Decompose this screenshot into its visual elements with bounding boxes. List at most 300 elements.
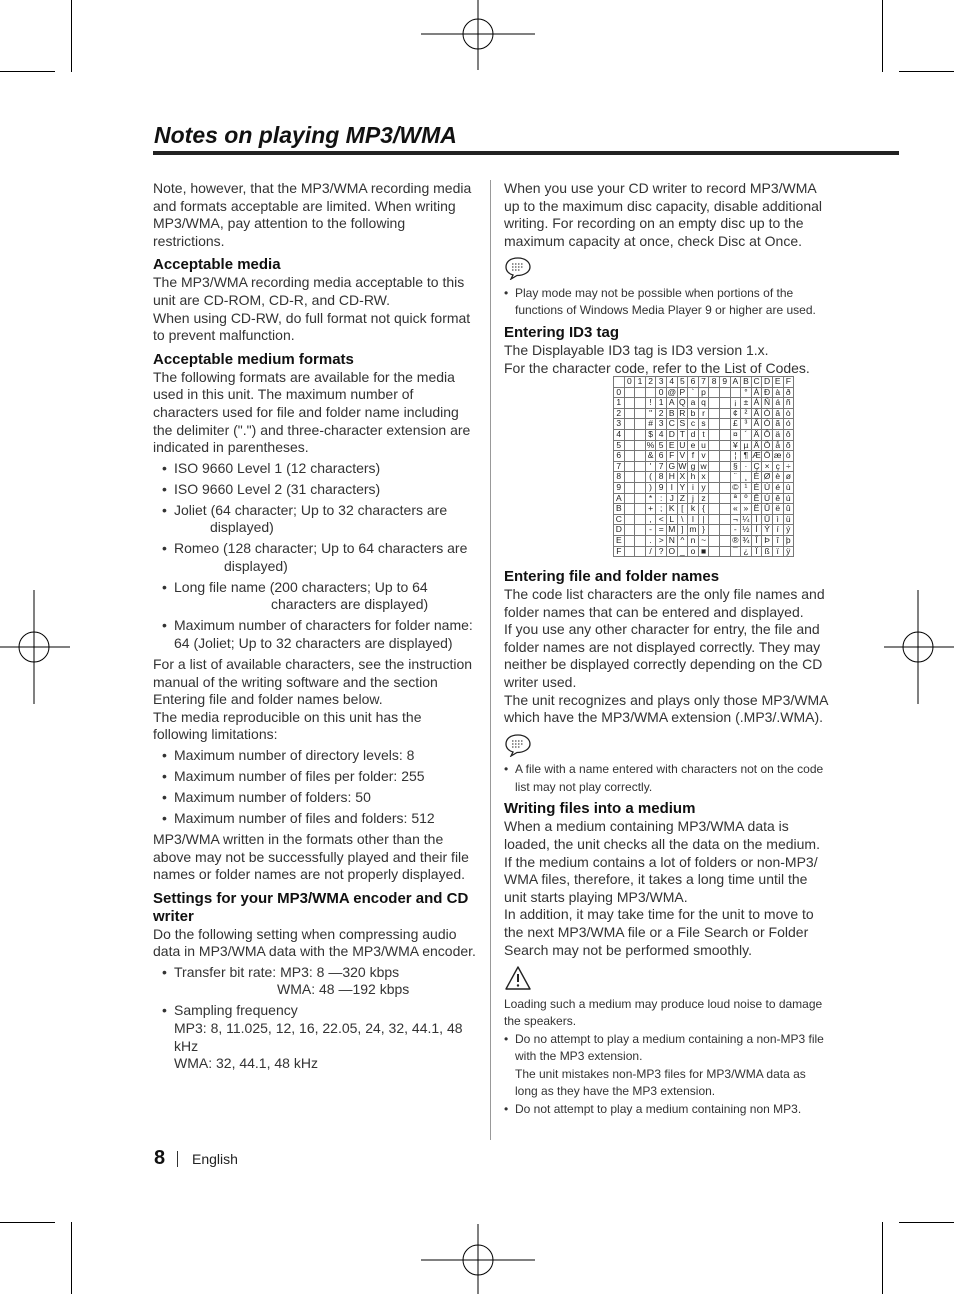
table-cell: D [666,429,677,440]
table-cell: ¿ [741,546,752,557]
table-cell: È [751,472,762,483]
table-cell: ê [772,493,783,504]
table-cell [709,429,720,440]
table-cell [635,514,646,525]
table-cell: ¥ [730,440,741,451]
table-cell: n [688,535,699,546]
footer-language: English [192,1151,238,1167]
table-cell: # [645,419,656,430]
table-cell: Ê [751,493,762,504]
limitations-text: The media reproducible on this unit has the following limitations: [153,708,422,743]
table-cell: õ [783,440,794,451]
id3-heading: Entering ID3 tag [504,323,620,341]
page-number: 8 [154,1147,166,1169]
table-cell [624,398,635,409]
table-cell: Ï [751,546,762,557]
table-cell [635,535,646,546]
table-cell: ã [772,419,783,430]
writing-text: When a medium containing MP3/WMA data is loaded, the unit checks all the data on the medium. If the medium contains a lot of folders or non-MP3/ WMA files, therefore, it takes a long time until the unit starts playing MP3/WMA. [504,818,820,905]
warning-item: • Do not attempt to play a medium containing non MP3. [504,1101,830,1119]
table-cell: Ó [763,418,771,429]
table-cell: o [688,546,699,557]
table-cell [719,440,730,451]
table-cell [719,535,730,546]
table-cell [719,461,730,472]
table-corner [614,377,625,388]
table-cell: Q [679,397,686,408]
table-cell: Ë [751,504,762,515]
column-header: B [741,377,752,388]
table-cell [635,504,646,515]
table-cell: E [666,440,677,451]
table-cell: z [698,493,709,504]
table-cell [624,525,635,536]
table-cell: » [741,504,752,515]
encoder-list [153,964,479,1073]
table-row [614,451,794,462]
row-header: C [614,514,625,525]
table-cell [719,398,730,409]
crop-mark [71,0,72,72]
formats-list [153,460,479,653]
table-cell: j [688,493,699,504]
table-cell [709,461,720,472]
table-cell: Ü [762,514,773,525]
crop-mark [899,1222,954,1223]
table-cell [719,514,730,525]
table-cell: ä [772,429,783,440]
table-cell: T [677,429,688,440]
table-row [614,504,794,515]
table-cell: & [645,451,656,462]
table-cell: x [698,472,709,483]
table-row [614,429,794,440]
table-cell: v [698,451,709,462]
table-cell [635,546,646,557]
table-cell: e [688,440,699,451]
table-cell [719,408,730,419]
column-header: C [751,377,762,388]
table-cell: £ [730,419,741,430]
table-cell: ° [741,387,752,398]
table-cell: ¬ [730,514,741,525]
table-cell: 5 [656,440,667,451]
table-cell: Á [751,398,762,409]
table-row [614,514,794,525]
table-cell [709,493,720,504]
table-cell: Ç [751,461,762,472]
table-row [614,408,794,419]
table-cell: - [730,525,741,536]
crop-mark [0,71,55,72]
table-cell: w [698,461,709,472]
table-cell: Ì [751,514,762,525]
table-cell [719,493,730,504]
other-formats-text: MP3/WMA written in the formats other than the above may not be successfully played and their file names or folder names are not properly displayed. [153,830,469,883]
table-cell: U [677,440,688,451]
table-cell: J [666,493,677,504]
note-icon [504,733,532,757]
table-cell: p [698,387,709,398]
table-cell: k [688,504,699,515]
table-cell: Z [677,493,688,504]
table-cell: m [689,524,697,535]
table-cell: Å [751,440,762,451]
table-cell [624,408,635,419]
acceptable-media-heading: Acceptable media [153,256,281,274]
table-cell: Î [751,535,762,546]
table-cell [709,472,720,483]
table-cell: l [688,514,699,525]
table-cell: % [646,439,655,450]
table-cell: g [688,461,699,472]
column-header: A [730,377,741,388]
table-cell: ¤ [730,429,741,440]
table-cell: : [656,493,667,504]
column-header: 1 [635,377,646,388]
table-row [614,493,794,504]
table-cell: - [645,525,656,536]
extension-text: The unit recognizes and plays only those MP3/WMA which have the MP3/WMA extension (.MP3/.WMA). [504,691,828,726]
table-cell: X [677,472,688,483]
list-item: • Transfer bit rate: MP3: 8 —320 kbps WMA: 48 —192 kbps [153,964,479,999]
registration-mark-right [884,590,954,704]
column-header: 6 [688,377,699,388]
row-header: 6 [614,451,625,462]
table-cell: r [698,408,709,419]
table-cell: é [772,482,783,493]
table-cell: < [656,514,667,525]
table-cell: µ [741,440,752,451]
table-cell: ö [783,451,794,462]
table-cell: ¼ [742,513,750,524]
note-item: • Play mode may not be possible when portions of the functions of Windows Media Player 9 or higher are used. [504,285,830,320]
table-cell: = [656,525,667,536]
list-item: • ISO 9660 Level 2 (31 characters) [153,481,479,499]
table-cell: î [772,535,783,546]
table-cell: c [688,419,699,430]
table-cell: O [668,545,676,556]
column-header: 9 [719,377,730,388]
registration-mark-top [421,0,535,70]
row-header: 7 [614,461,625,472]
title-rule [153,151,899,155]
table-cell: Ý [762,525,773,536]
table-cell [624,535,635,546]
table-cell: . [645,535,656,546]
table-cell: G [668,460,676,471]
intro-text: Note, however, that the MP3/WMA recording media and formats acceptable are limited. When writing MP3/WMA, pay attention to the following restrictions. [153,180,472,249]
table-cell: ~ [698,535,709,546]
table-cell: V [677,451,688,462]
table-cell [635,419,646,430]
table-cell: ( [645,472,656,483]
table-cell: \ [677,514,688,525]
acceptable-media-text: The MP3/WMA recording media acceptable to this unit are CD-ROM, CD-R, and CD-RW. [153,274,465,308]
table-cell [730,387,741,398]
table-cell: _ [677,546,688,557]
table-cell [719,504,730,515]
row-header: B [614,504,625,515]
table-cell: | [698,514,709,525]
note-list [504,285,830,320]
table-cell: ü [783,514,794,525]
table-cell: 1 [656,398,667,409]
table-cell: b [688,408,699,419]
right-column-lower [504,568,830,1118]
table-cell: ■ [698,546,709,557]
encoder-text: Do the following setting when compressing audio data in MP3/WMA data with the MP3/WMA encoder. [153,925,476,960]
table-cell [709,440,720,451]
page-title: Notes on playing MP3/WMA [154,122,457,148]
table-cell: [ [677,504,688,515]
table-cell: ` [688,387,699,398]
table-cell: a [688,398,699,409]
table-cell [635,525,646,536]
table-cell: ® [730,535,741,546]
table-cell: 6 [656,451,667,462]
table-cell: A [666,398,677,409]
crop-mark [899,71,954,72]
list-item: • Maximum number of files and folders: 512 [153,810,479,828]
table-cell: 8 [656,472,667,483]
table-cell: Õ [763,439,771,450]
row-header: F [614,546,625,557]
table-cell [709,387,720,398]
column-header: 2 [645,377,656,388]
table-cell: ë [772,504,783,515]
column-header: F [783,377,794,388]
row-header: 8 [614,472,625,483]
table-cell: d [688,429,699,440]
footer-divider [177,1151,178,1167]
note-icon [504,256,532,280]
warning-item: • Do no attempt to play a medium containing a non-MP3 file with the MP3 extension. The unit mistakes non-MP3 files for MP3/WMA data as long as they have the MP3 extension. [504,1031,830,1101]
table-cell [624,429,635,440]
table-cell: F [666,451,677,462]
table-cell [624,493,635,504]
table-cell [624,504,635,515]
cd-rw-text: When using CD-RW, do full format not quick format to prevent malfunction. [153,309,471,344]
table-cell [709,504,720,515]
table-cell: C [666,419,677,430]
table-cell [635,451,646,462]
id3-codes-text: For the character code, refer to the List of Codes. [504,359,810,376]
table-cell [624,419,635,430]
table-cell: ; [656,504,667,515]
table-cell: ½ [742,524,750,535]
row-header: 1 [614,398,625,409]
crop-mark [0,1222,55,1223]
limitations-list [153,747,479,828]
note-list [504,761,830,796]
table-cell: ß [762,546,773,557]
table-cell: > [656,535,667,546]
table-cell [635,387,646,398]
table-cell: ù [783,482,794,493]
table-cell: ç [772,461,783,472]
table-cell: ÷ [783,461,794,472]
table-cell [624,387,635,398]
table-row [614,525,794,536]
table-cell: ¶ [741,451,752,462]
table-cell: Ø [763,471,771,482]
character-code-table [613,376,794,557]
table-cell: á [772,398,783,409]
note-item: • A file with a name entered with characters not on the code list may not play correctly. [504,761,830,796]
table-cell: Ô [763,429,771,440]
table-cell: q [698,398,709,409]
crop-mark [882,1222,883,1294]
table-cell: É [751,482,762,493]
table-cell: ¡ [730,398,741,409]
table-cell: ? [656,546,667,557]
table-cell: Ä [751,429,762,440]
table-cell [635,429,646,440]
table-cell: Â [751,408,762,419]
table-cell: ¨ [730,472,741,483]
table-cell: ¸ [741,472,752,483]
table-cell: ¯ [730,546,741,557]
table-cell: × [762,461,773,472]
table-cell: ó [783,419,794,430]
table-cell: S [677,419,688,430]
file-names-text: The code list characters are the only file names and folder names that can be entered and displayed. [504,586,825,620]
table-row [614,398,794,409]
table-cell: N [666,535,677,546]
table-cell [624,472,635,483]
table-cell [709,408,720,419]
table-cell [645,387,656,398]
encoder-heading: Settings for your MP3/WMA encoder and CD writer [153,889,469,925]
table-cell: Ù [762,482,773,493]
left-column [153,180,479,1076]
table-cell [635,398,646,409]
table-cell [624,461,635,472]
row-header: 2 [614,408,625,419]
row-header: 0 [614,387,625,398]
warning-text: Loading such a medium may produce loud noise to damage the speakers. [504,996,823,1029]
table-cell: ï [772,546,783,557]
table-cell: « [730,504,741,515]
table-cell [624,514,635,525]
table-row [614,472,794,483]
crop-mark [71,1222,72,1294]
table-cell: Ã [751,419,762,430]
table-cell: M [668,524,676,535]
table-cell: y [698,482,709,493]
table-cell [709,535,720,546]
table-cell [719,482,730,493]
column-header: 8 [709,377,720,388]
table-cell: Í [751,525,762,536]
crop-mark [882,0,883,72]
table-cell: ò [783,408,794,419]
row-header: 4 [614,429,625,440]
list-item: • Joliet (64 character; Up to 32 characters are displayed) [153,502,479,537]
table-cell [635,493,646,504]
table-cell [624,546,635,557]
table-cell: + [645,504,656,515]
table-cell: ð [783,387,794,398]
table-cell [635,472,646,483]
row-header: 5 [614,440,625,451]
table-cell: û [783,504,794,515]
table-cell [624,451,635,462]
warning-list [504,1031,830,1119]
table-cell: à [772,387,783,398]
table-cell: 9 [656,482,667,493]
writing-heading: Writing files into a medium [504,800,696,818]
table-cell: º [741,493,752,504]
table-row [614,419,794,430]
file-names-heading: Entering file and folder names [504,568,720,585]
table-cell: å [772,440,783,451]
column-divider [490,180,491,1140]
table-cell [709,525,720,536]
table-cell: s [698,419,709,430]
table-cell: " [645,408,656,419]
file-names-warning: If you use any other character for entry, the file and folder names are not displayed correctly. They may neither be displayed correctly depending on the CD writer used. [504,621,823,690]
table-cell: æ [773,450,782,461]
table-cell: Y [677,482,688,493]
table-cell: L [666,514,677,525]
table-cell: À [751,387,762,398]
formats-text: The following formats are available for the media used in this unit. The maximum number of characters used for file and folder name including the delimiter (".") and three-character extension are indicated in parentheses. [153,368,471,456]
table-cell: ¾ [742,534,750,545]
table-cell: @ [667,386,677,397]
table-cell: § [730,461,741,472]
table-cell: · [741,461,752,472]
table-cell: t [698,429,709,440]
table-cell: Ò [763,407,771,418]
column-header: 5 [677,377,688,388]
table-cell: H [666,472,677,483]
table-cell: 2 [656,408,667,419]
list-item: • ISO 9660 Level 1 (12 characters) [153,460,479,478]
table-cell [719,429,730,440]
column-header: 7 [698,377,709,388]
row-header: 3 [614,419,625,430]
table-cell [709,419,720,430]
table-cell: ñ [783,398,794,409]
table-cell [719,419,730,430]
table-row [614,535,794,546]
table-cell: u [698,440,709,451]
table-cell [709,546,720,557]
list-item: • Maximum number of folders: 50 [153,789,479,807]
table-cell: ] [677,525,688,536]
column-header: 3 [656,377,667,388]
registration-mark-left [0,590,70,704]
column-header: E [772,377,783,388]
table-cell: i [688,482,699,493]
row-header: E [614,535,625,546]
table-cell: K [666,504,677,515]
table-cell: © [730,482,741,493]
row-header: 9 [614,482,625,493]
table-cell: ì [772,514,783,525]
table-cell: ª [730,493,741,504]
table-cell: } [698,525,709,536]
table-cell: ÿ [783,546,794,557]
table-cell [624,440,635,451]
list-item: • Long file name (200 characters; Up to 64 characters are displayed) [153,579,479,614]
warning-icon [504,965,532,991]
table-cell [709,482,720,493]
row-header: D [614,525,625,536]
table-cell: ^ [677,535,688,546]
